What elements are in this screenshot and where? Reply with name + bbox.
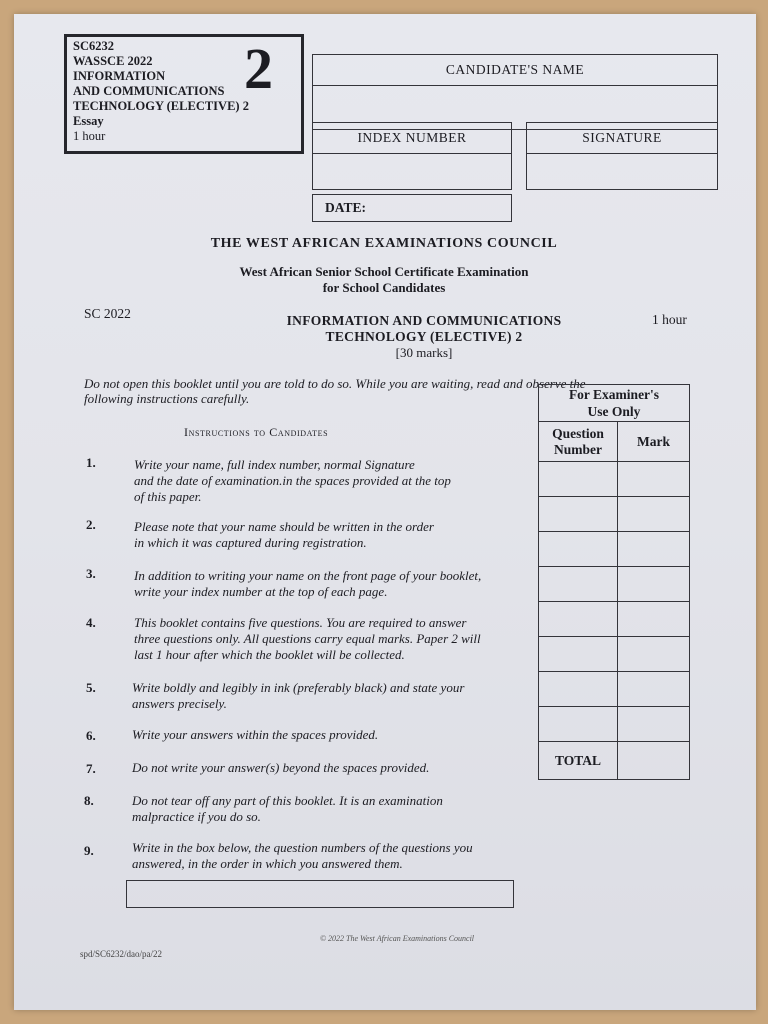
subject-line2: TECHNOLOGY (ELECTIVE) 2 bbox=[325, 329, 523, 344]
copyright: © 2022 The West African Examinations Council bbox=[319, 934, 475, 943]
instruction-number: 5. bbox=[86, 680, 96, 695]
questions-answered-box[interactable] bbox=[126, 880, 514, 908]
instruction-number: 9. bbox=[84, 843, 94, 858]
examiner-title-line: For Examiner's bbox=[568, 387, 660, 402]
candidate-name-label: CANDIDATE'S NAME bbox=[313, 55, 717, 86]
signature-box[interactable] bbox=[526, 122, 718, 190]
date-box[interactable] bbox=[312, 194, 512, 222]
code-line: TECHNOLOGY (ELECTIVE) 2 bbox=[73, 99, 249, 113]
question-number-header bbox=[539, 422, 618, 462]
document-code: spd/SC6232/dao/pa/22 bbox=[80, 949, 163, 959]
question-cell[interactable] bbox=[539, 637, 618, 672]
mark-header: Mark bbox=[618, 422, 690, 462]
instruction-line: last 1 hour after which the booklet will be collected. bbox=[134, 647, 405, 662]
code-line: WASSCE 2022 bbox=[73, 54, 153, 68]
intro-note-line2: following instructions carefully. bbox=[84, 391, 250, 406]
instruction-item bbox=[132, 727, 378, 743]
instruction-line: three questions only. All questions carry equal marks. Paper 2 will bbox=[134, 631, 481, 646]
subject-line1: INFORMATION AND COMMUNICATIONS bbox=[286, 313, 562, 328]
instruction-number: 2. bbox=[86, 517, 96, 532]
duration: 1 hour bbox=[652, 312, 687, 327]
mark-cell[interactable] bbox=[618, 462, 690, 497]
mark-cell[interactable] bbox=[618, 532, 690, 567]
instruction-number: 4. bbox=[86, 615, 96, 630]
intro-note-line1: Do not open this booklet until you are told to do so. While you are waiting, read and observe the bbox=[84, 376, 586, 391]
instructions-heading: Instructions to Candidates bbox=[184, 425, 329, 439]
question-cell[interactable] bbox=[539, 497, 618, 532]
mark-cell[interactable] bbox=[618, 707, 690, 742]
header-line: Question bbox=[552, 425, 604, 441]
candidate-name-box[interactable] bbox=[312, 54, 718, 130]
code-line: Essay bbox=[73, 114, 104, 128]
instruction-number: 3. bbox=[86, 566, 96, 581]
instruction-line: answers precisely. bbox=[132, 696, 227, 711]
question-cell[interactable] bbox=[539, 672, 618, 707]
examiner-title-line: Use Only bbox=[587, 404, 641, 419]
instruction-line: Please note that your name should be written in the order bbox=[134, 519, 434, 534]
instruction-line: answered, in the order in which you answered them. bbox=[132, 856, 403, 871]
instruction-line: Write your answers within the spaces provided. bbox=[132, 727, 379, 742]
header-line: Number bbox=[554, 441, 602, 457]
instruction-line: in which it was captured during registration. bbox=[134, 535, 367, 550]
code-line: INFORMATION bbox=[73, 69, 166, 83]
code-line: 1 hour bbox=[73, 129, 106, 143]
question-cell[interactable] bbox=[539, 567, 618, 602]
instruction-item bbox=[134, 519, 434, 551]
question-cell[interactable] bbox=[539, 707, 618, 742]
instruction-line: write your index number at the top of each page. bbox=[134, 584, 388, 599]
date-label: DATE: bbox=[325, 200, 367, 215]
total-mark-cell[interactable] bbox=[618, 742, 690, 780]
instruction-item bbox=[132, 760, 429, 776]
total-marks: [30 marks] bbox=[395, 345, 453, 360]
question-cell[interactable] bbox=[539, 462, 618, 497]
council-title: THE WEST AFRICAN EXAMINATIONS COUNCIL bbox=[210, 236, 558, 251]
signature-label: SIGNATURE bbox=[527, 123, 717, 154]
mark-cell[interactable] bbox=[618, 637, 690, 672]
instruction-item bbox=[134, 457, 451, 505]
instruction-number: 1. bbox=[86, 455, 96, 470]
instruction-line: In addition to writing your name on the front page of your booklet, bbox=[134, 568, 482, 583]
paper-number: 2 bbox=[244, 36, 273, 101]
examiner-table bbox=[538, 384, 690, 780]
instruction-item bbox=[134, 615, 481, 663]
instruction-item bbox=[132, 793, 443, 825]
instruction-line: Do not write your answer(s) beyond the spaces provided. bbox=[132, 760, 430, 775]
question-cell[interactable] bbox=[539, 532, 618, 567]
instruction-number: 6. bbox=[86, 728, 96, 743]
examiner-table-title bbox=[539, 385, 690, 422]
total-label: TOTAL bbox=[539, 742, 618, 780]
exam-name-line2: for School Candidates bbox=[322, 280, 446, 295]
exam-name-line1: West African Senior School Certificate Examination bbox=[239, 264, 529, 279]
mark-cell[interactable] bbox=[618, 672, 690, 707]
instruction-line: Do not tear off any part of this booklet. It is an examination bbox=[132, 793, 443, 808]
exam-code: SC 2022 bbox=[84, 306, 131, 321]
mark-cell[interactable] bbox=[618, 567, 690, 602]
instruction-line: malpractice if you do so. bbox=[132, 809, 261, 824]
code-line: SC6232 bbox=[73, 39, 114, 53]
question-cell[interactable] bbox=[539, 602, 618, 637]
instruction-line: This booklet contains five questions. You are required to answer bbox=[134, 615, 467, 630]
mark-cell[interactable] bbox=[618, 602, 690, 637]
instruction-number: 7. bbox=[86, 761, 96, 776]
index-number-box[interactable] bbox=[312, 122, 512, 190]
instruction-line: and the date of examination.in the spaces provided at the top bbox=[134, 473, 451, 488]
instruction-item bbox=[132, 840, 473, 872]
mark-cell[interactable] bbox=[618, 497, 690, 532]
instruction-line: Write your name, full index number, normal Signature bbox=[134, 457, 415, 472]
instruction-line: of this paper. bbox=[134, 489, 202, 504]
instruction-number: 8. bbox=[84, 793, 94, 808]
instruction-item bbox=[132, 680, 464, 712]
code-line: AND COMMUNICATIONS bbox=[73, 84, 225, 98]
instruction-line: Write in the box below, the question numbers of the questions you bbox=[132, 840, 473, 855]
instruction-item bbox=[134, 568, 481, 600]
instruction-line: Write boldly and legibly in ink (preferably black) and state your bbox=[132, 680, 465, 695]
index-number-label: INDEX NUMBER bbox=[313, 123, 511, 154]
